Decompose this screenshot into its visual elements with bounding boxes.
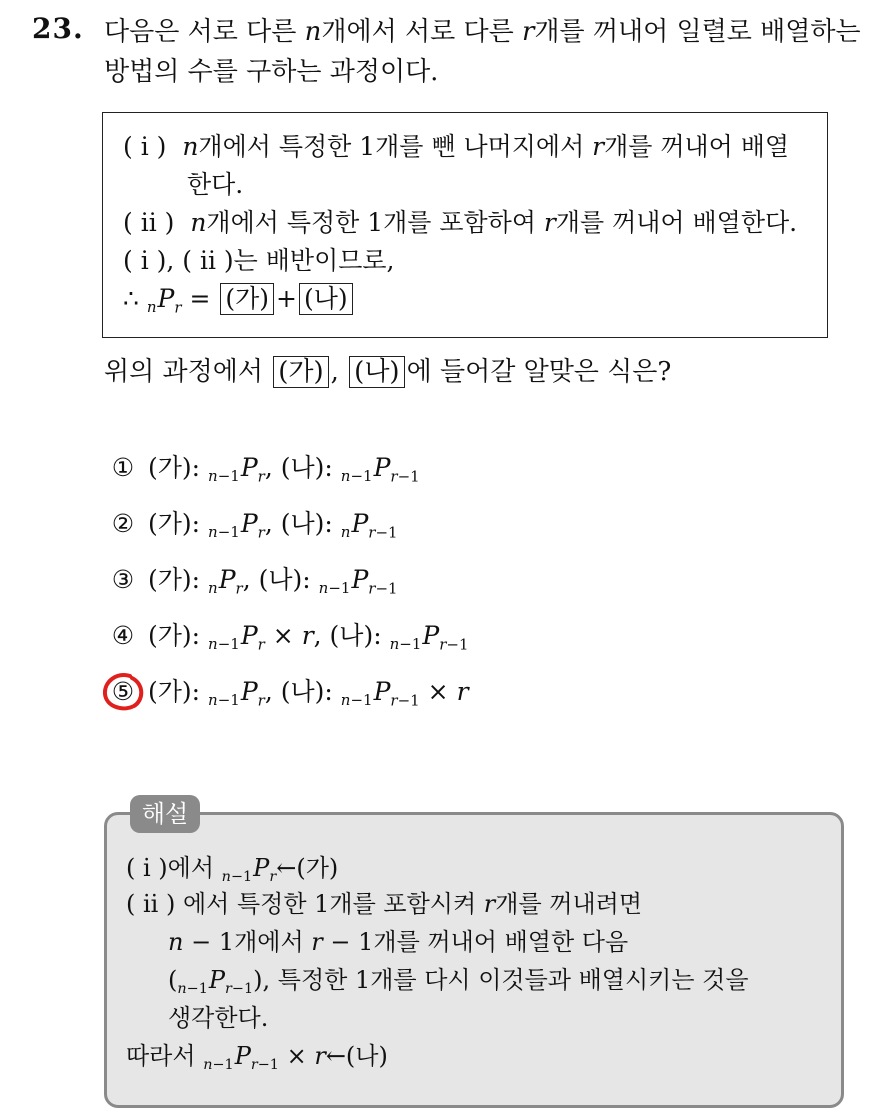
solution-tag: 해설 <box>130 795 200 833</box>
choice-5[interactable]: ⑤ (가): $_{n-1}P_r$, (나): $_{n-1}P_{r-1} \times r$ <box>110 674 469 710</box>
solution-line-1: ( i )에서 $_{n-1}P_r\leftarrow$(가) <box>126 854 339 886</box>
solution-text: 개를 꺼내려면 <box>495 890 642 918</box>
choice-number: ① <box>111 453 135 482</box>
solution-text: ←(가) <box>276 854 339 882</box>
choice-label-na: (나): <box>280 453 333 482</box>
choice-label-na: (나): <box>258 565 311 594</box>
therefore-symbol: ∴ <box>123 284 139 313</box>
question-line1-part: 다음은 서로 다른 <box>104 17 305 47</box>
question-line1-part: 개를 꺼내어 일렬로 배열하는 <box>534 17 861 47</box>
var-r: r <box>592 132 605 161</box>
question-prompt <box>104 352 671 392</box>
solution-text: ( i )에서 <box>126 854 222 882</box>
solution-text: ←(나) <box>325 1042 388 1070</box>
solution-text: ( ii ) 에서 특정한 1개를 포함시켜 <box>126 890 484 918</box>
var-r: r <box>543 208 556 237</box>
var-n: n <box>182 132 199 161</box>
var-n: n <box>304 17 322 47</box>
step-text: 개를 꺼내어 배열한다. <box>555 208 798 237</box>
process-step-i-cont: 한다. <box>187 170 244 199</box>
choice-label-na: (나): <box>280 677 333 706</box>
question-text <box>104 12 872 92</box>
question-number: 23. <box>32 12 84 45</box>
var-r: r <box>521 17 535 47</box>
solution-line-6: 따라서 $_{n-1}P_{r-1}$ × r←(나) <box>126 1042 388 1074</box>
question-line2: 방법의 수를 구하는 과정이다. <box>104 57 439 87</box>
choice-label-ga: (가): <box>148 453 201 482</box>
choice-3[interactable]: ③ (가): $_nP_r$, (나): $_{n-1}P_{r-1}$ <box>110 562 398 598</box>
choice-number: ③ <box>111 565 135 594</box>
step-text: 개에서 특정한 1개를 포함하여 <box>206 208 544 237</box>
blank-na: (나) <box>349 356 404 388</box>
process-step-ii <box>123 205 797 241</box>
solution-line-5: 생각한다. <box>168 1004 269 1032</box>
solution-line-3: n − 1개에서 r − 1개를 꺼내어 배열한 다음 <box>168 928 629 956</box>
choice-4[interactable]: ④ (가): $_{n-1}P_r \times r$, (나): $_{n-1}P_{r-1}$ <box>110 618 469 654</box>
choice-label-ga: (가): <box>148 565 201 594</box>
choice-label-na: (나): <box>280 509 333 538</box>
var-n: n <box>190 208 207 237</box>
blank-na: (나) <box>299 283 353 315</box>
blank-ga: (가) <box>273 356 328 388</box>
selected-answer-circle-icon <box>100 670 148 714</box>
choice-number: ④ <box>111 621 135 650</box>
blank-ga: (가) <box>220 283 274 315</box>
choice-1[interactable]: ① (가): $_{n-1}P_r$, (나): $_{n-1}P_{r-1}$ <box>110 450 420 486</box>
process-box <box>102 112 828 338</box>
choice-label-ga: (가): <box>148 621 201 650</box>
prompt-part: 위의 과정에서 <box>104 357 272 387</box>
solution-text: , 특정한 1개를 다시 이것들과 배열시키는 것을 <box>262 966 749 994</box>
question-line1-part: 개에서 서로 다른 <box>321 17 522 47</box>
choice-number: ② <box>111 509 135 538</box>
solution-line-4: $(_{n-1}P_{r-1})$, 특정한 1개를 다시 이것들과 배열시키는 것을 <box>168 966 749 998</box>
choice-number: ⑤ <box>111 677 135 706</box>
solution-text: 개를 꺼내어 배열한 다음 <box>373 928 629 956</box>
step-text: 개를 꺼내어 배열 <box>604 132 790 161</box>
choice-2[interactable]: ② (가): $_{n-1}P_r$, (나): $_nP_{r-1}$ <box>110 506 398 542</box>
choice-label-na: (나): <box>329 621 382 650</box>
prompt-part: 에 들어갈 알맞은 식은? <box>406 357 672 387</box>
prompt-part: , <box>330 357 348 387</box>
process-conclusion: ( i ), ( ii )는 배반이므로, <box>123 246 395 275</box>
process-step-i <box>123 129 789 165</box>
step-label: ( i ) <box>123 132 167 161</box>
step-text: 개에서 특정한 1개를 뺀 나머지에서 <box>198 132 593 161</box>
solution-line-2: ( ii ) 에서 특정한 1개를 포함시켜 r개를 꺼내려면 <box>126 890 642 918</box>
step-label: ( ii ) <box>123 208 175 237</box>
solution-text: 개에서 <box>234 928 312 956</box>
choice-label-ga: (가): <box>148 509 201 538</box>
choice-label-ga: (가): <box>148 677 201 706</box>
solution-text: 따라서 <box>126 1042 204 1070</box>
process-formula: ∴ $_nP_r$ = (가) + (나) <box>123 281 355 317</box>
